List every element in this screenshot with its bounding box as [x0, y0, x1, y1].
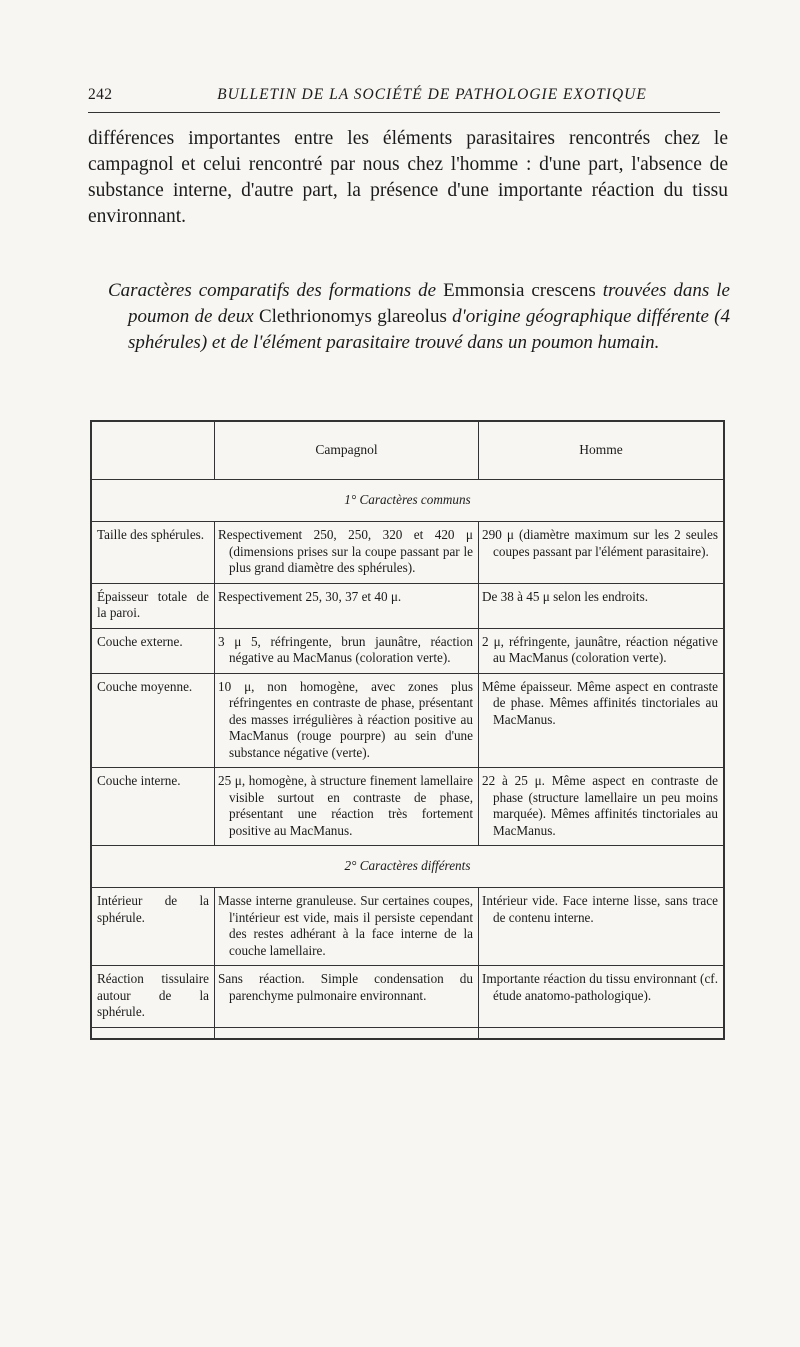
- section-row: [92, 846, 724, 888]
- row-label: Réaction tissulaire autour de la sphérule.: [92, 966, 215, 1028]
- table-row: [92, 768, 724, 846]
- table-row: [92, 888, 724, 966]
- table-row: [92, 522, 724, 584]
- cell-campagnol: Respectivement 250, 250, 320 et 420 μ (dimensions prises sur la coupe passant par le plus grand diamètre des sphérules).: [215, 522, 479, 584]
- table-row: [92, 966, 724, 1028]
- row-label: Épaisseur totale de la paroi.: [92, 583, 215, 628]
- cell-campagnol: Respectivement 25, 30, 37 et 40 μ.: [215, 583, 479, 628]
- cell-homme: 22 à 25 μ. Même aspect en contraste de phase (structure lamellaire un peu moins marquée). Mêmes affinités tinctoriales au MacManus.: [479, 768, 724, 846]
- header-rule: [88, 112, 720, 113]
- caption-part2: trouvées dans le poumon de deux: [128, 280, 730, 327]
- caption-part1: Caractères comparatifs des formations de: [108, 280, 437, 301]
- cell-homme: Importante réaction du tissu environnant (cf. étude anatomo-pathologique).: [479, 966, 724, 1028]
- section-row: [92, 480, 724, 522]
- running-header: [88, 86, 720, 104]
- table-row: [92, 628, 724, 673]
- cell-campagnol: 25 μ, homogène, à structure finement lamellaire visible surtout en contraste de phase, présentant une réaction très fortement positive au MacManus.: [215, 768, 479, 846]
- page-number: 242: [88, 86, 113, 103]
- section1-title: 1° Caractères communs: [92, 480, 724, 522]
- intro-paragraph: différences importantes entre les éléments parasitaires rencontrés chez le campagnol et celui rencontré par nous chez l'homme : d'une part, l'absence de substance interne, d'autre part, la présence d'une importante réaction du tissu environnant.: [88, 128, 728, 227]
- gap-cell: [92, 1027, 215, 1038]
- header-empty-cell: [92, 422, 215, 480]
- cell-homme: Même épaisseur. Même aspect en contraste de phase. Mêmes affinités tinctoriales au MacManus.: [479, 673, 724, 768]
- row-label: Couche externe.: [92, 628, 215, 673]
- cell-campagnol: Sans réaction. Simple condensation du parenchyme pulmonaire environnant.: [215, 966, 479, 1028]
- caption-species1: Emmonsia crescens: [443, 280, 596, 301]
- comparison-table: [90, 420, 725, 1040]
- row-label: Couche moyenne.: [92, 673, 215, 768]
- cell-homme: Intérieur vide. Face interne lisse, sans trace de contenu interne.: [479, 888, 724, 966]
- table-row: [92, 673, 724, 768]
- table-row: [92, 583, 724, 628]
- gap-cell: [479, 1027, 724, 1038]
- cell-campagnol: 3 μ 5, réfringente, brun jaunâtre, réaction négative au MacManus (coloration verte).: [215, 628, 479, 673]
- section2-title: 2° Caractères différents: [92, 846, 724, 888]
- row-label: Taille des sphérules.: [92, 522, 215, 584]
- gap-cell: [215, 1027, 479, 1038]
- table-caption: [108, 278, 730, 356]
- cell-homme: 290 μ (diamètre maximum sur les 2 seules coupes passant par l'élément parasitaire).: [479, 522, 724, 584]
- cell-campagnol: 10 μ, non homogène, avec zones plus réfringentes en contraste de phase, présentant des masses irrégulières à réaction positive au MacManus (rouge pourpre) au sein d'une substance négative (verte).: [215, 673, 479, 768]
- caption-species2: Clethrionomys glareolus: [258, 306, 447, 327]
- caption-part3: d'origine géographique différente (4 sphérules) et de l'élément parasitaire trouvé dans un poumon humain.: [128, 306, 731, 353]
- table-bottom-gap: [92, 1027, 724, 1038]
- header-homme: Homme: [479, 422, 724, 480]
- cell-campagnol: Masse interne granuleuse. Sur certaines coupes, l'intérieur est vide, mais il persiste cependant des restes adhérant à la face interne de la couche lamellaire.: [215, 888, 479, 966]
- row-label: Intérieur de la sphérule.: [92, 888, 215, 966]
- table-header-row: [92, 422, 724, 480]
- cell-homme: 2 μ, réfringente, jaunâtre, réaction négative au MacManus (coloration verte).: [479, 628, 724, 673]
- running-title: BULLETIN DE LA SOCIÉTÉ DE PATHOLOGIE EXOTIQUE: [217, 86, 647, 103]
- row-label: Couche interne.: [92, 768, 215, 846]
- cell-homme: De 38 à 45 μ selon les endroits.: [479, 583, 724, 628]
- header-campagnol: Campagnol: [215, 422, 479, 480]
